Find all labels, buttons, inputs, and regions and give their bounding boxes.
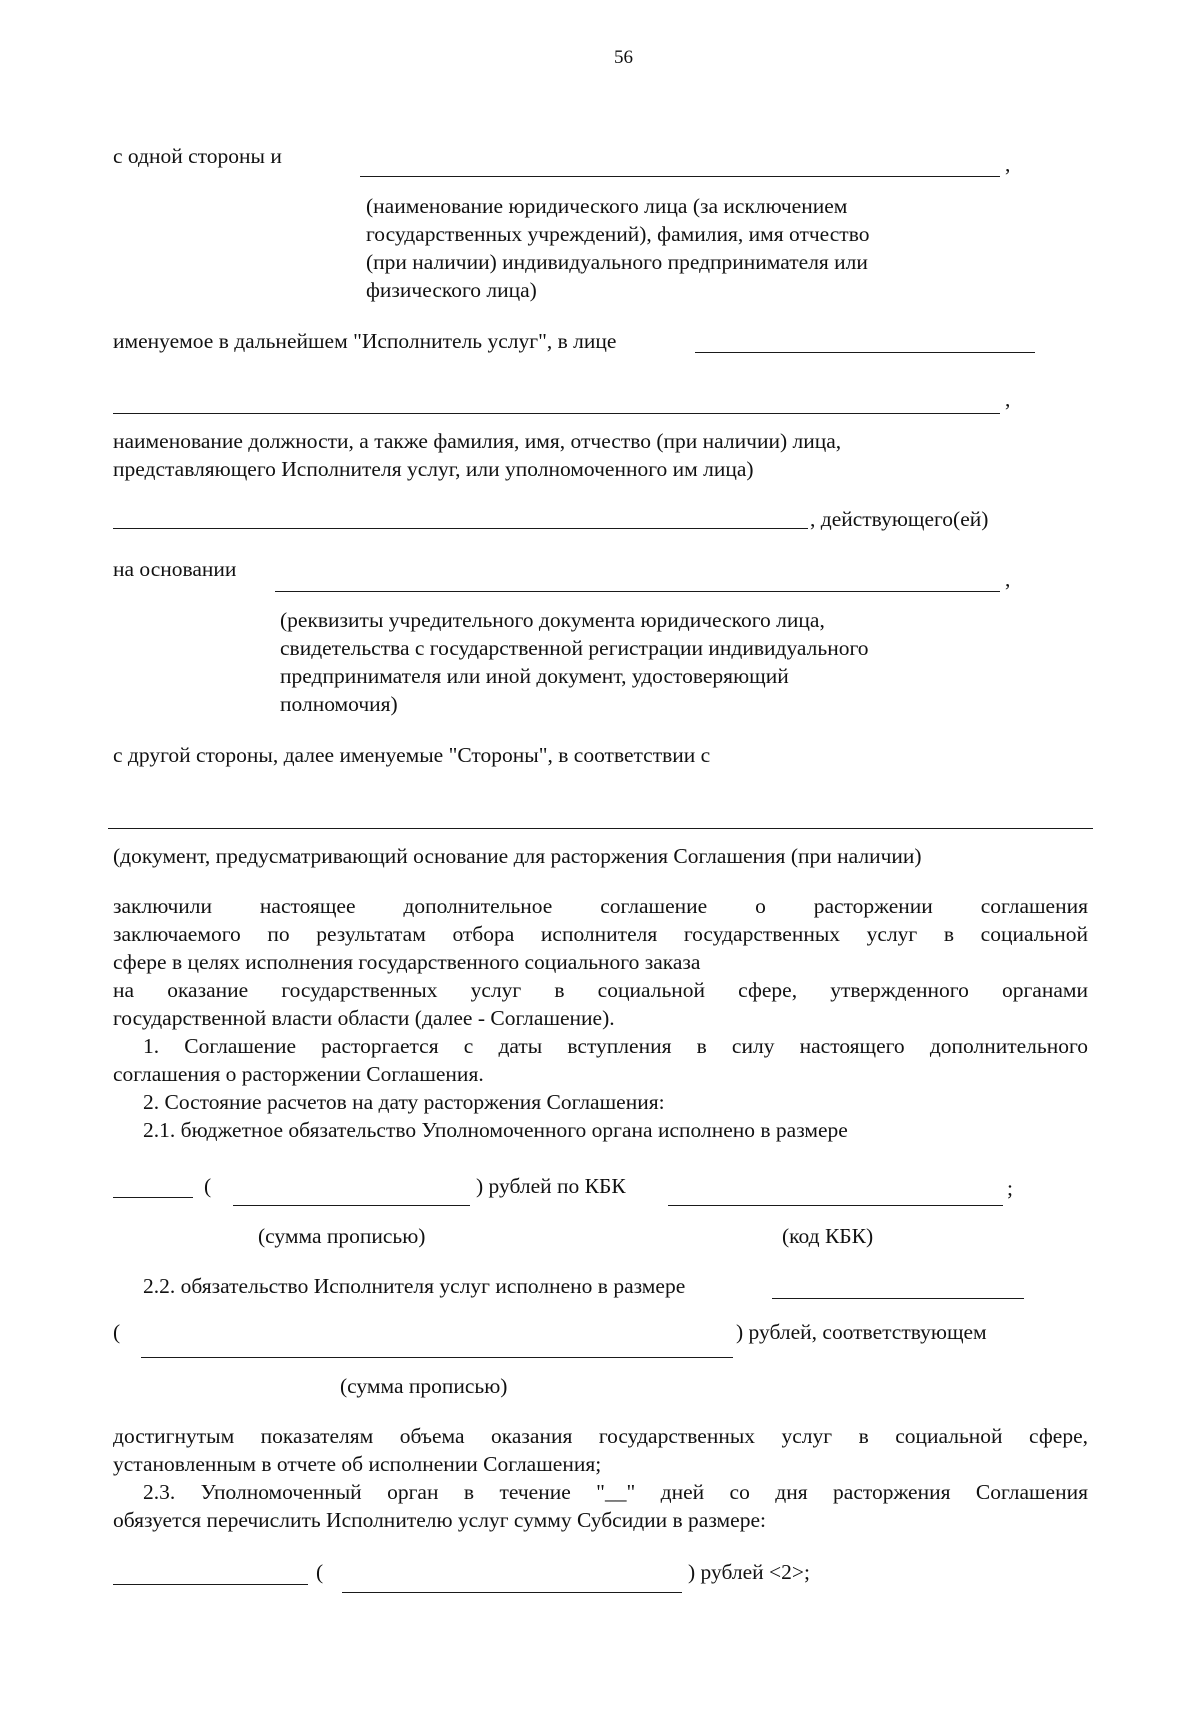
p2-line-2: соглашения о расторжении Соглашения.	[113, 1062, 484, 1086]
party-prefix: с одной стороны и	[113, 144, 282, 168]
section-2-3-amount-line	[113, 1584, 308, 1585]
basis-comma: ,	[1005, 567, 1011, 591]
basis-line	[275, 591, 1000, 592]
acting-text: , действующего(ей)	[810, 507, 989, 531]
p1-line-5: государственной власти области (далее - Соглашение).	[113, 1006, 615, 1030]
termination-doc-line	[108, 828, 1093, 829]
section-2-2-sum-words-line	[141, 1357, 733, 1358]
basis-label: на основании	[113, 557, 237, 581]
party-caption-4: физического лица)	[366, 278, 537, 302]
party-caption-2: государственных учреждений), фамилия, имя отчество	[366, 222, 870, 246]
kbk-code-line	[668, 1205, 1003, 1206]
section-2-2-sum-caption: (сумма прописью)	[340, 1374, 508, 1398]
representative-label: именуемое в дальнейшем "Исполнитель услуг", в лице	[113, 329, 617, 353]
representative-comma: ,	[1005, 387, 1011, 411]
section-2-3-open-paren: (	[316, 1560, 324, 1584]
other-party-text: с другой стороны, далее именуемые "Стороны", в соответствии с	[113, 743, 711, 767]
section-2-2-after-1: достигнутым показателям объема оказания государственных услуг в социальной сфере,	[113, 1424, 1088, 1448]
p1-line-4: на оказание государственных услуг в социальной сфере, утвержденного органами	[113, 978, 1088, 1002]
p3-text: 2. Состояние расчетов на дату расторжения Соглашения:	[143, 1090, 665, 1114]
kbk-open-paren: (	[204, 1174, 212, 1198]
party-comma: ,	[1005, 152, 1011, 176]
section-2-2-text: 2.2. обязательство Исполнителя услуг исполнено в размере	[143, 1274, 686, 1298]
representative-line-1	[695, 352, 1035, 353]
section-2-2-amount-line	[772, 1298, 1024, 1299]
termination-doc-caption: (документ, предусматривающий основание для расторжения Соглашения (при наличии)	[113, 844, 922, 868]
basis-caption-3: предпринимателя или иной документ, удостоверяющий	[280, 664, 789, 688]
kbk-sum-words-line	[233, 1205, 470, 1206]
section-2-3-line-1: 2.3. Уполномоченный орган в течение "__" дней со дня расторжения Соглашения	[143, 1480, 1088, 1504]
kbk-code-caption: (код КБК)	[782, 1224, 874, 1248]
kbk-rub-text: ) рублей по КБК	[476, 1174, 626, 1198]
basis-caption-1: (реквизиты учредительного документа юридического лица,	[280, 608, 825, 632]
p1-line-2: заключаемого по результатам отбора исполнителя государственных услуг в социальной	[113, 922, 1088, 946]
section-2-3-line-2: обязуется перечислить Исполнителю услуг сумму Субсидии в размере:	[113, 1508, 766, 1532]
p2-line-1: 1. Соглашение расторгается с даты вступления в силу настоящего дополнительного	[143, 1034, 1088, 1058]
section-2-2-rub-tail: ) рублей, соответствующем	[736, 1320, 987, 1344]
section-2-3-rub-tail: ) рублей <2>;	[688, 1560, 810, 1584]
party-caption-1: (наименование юридического лица (за исключением	[366, 194, 848, 218]
kbk-semicolon: ;	[1007, 1176, 1013, 1200]
party-name-line	[360, 176, 1000, 177]
basis-caption-2: свидетельства с государственной регистрации индивидуального	[280, 636, 869, 660]
p1-line-3: сфере в целях исполнения государственного социального заказа	[113, 950, 701, 974]
acting-line	[113, 528, 808, 529]
p1-line-1: заключили настоящее дополнительное соглашение о расторжении соглашения	[113, 894, 1088, 918]
kbk-sum-caption: (сумма прописью)	[258, 1224, 426, 1248]
section-2-3-sum-words-line	[342, 1592, 682, 1593]
section-2-2-after-2: установленным в отчете об исполнении Соглашения;	[113, 1452, 602, 1476]
representative-line-2	[113, 413, 1000, 414]
p4-text: 2.1. бюджетное обязательство Уполномоченного органа исполнено в размере	[143, 1118, 848, 1142]
representative-caption-2: представляющего Исполнителя услуг, или уполномоченного им лица)	[113, 457, 754, 481]
kbk-amount-line	[113, 1197, 193, 1198]
section-2-2-open-paren: (	[113, 1320, 121, 1344]
party-caption-3: (при наличии) индивидуального предпринимателя или	[366, 250, 868, 274]
page-number: 56	[614, 47, 633, 68]
representative-caption-1: наименование должности, а также фамилия, имя, отчество (при наличии) лица,	[113, 429, 842, 453]
basis-caption-4: полномочия)	[280, 692, 398, 716]
